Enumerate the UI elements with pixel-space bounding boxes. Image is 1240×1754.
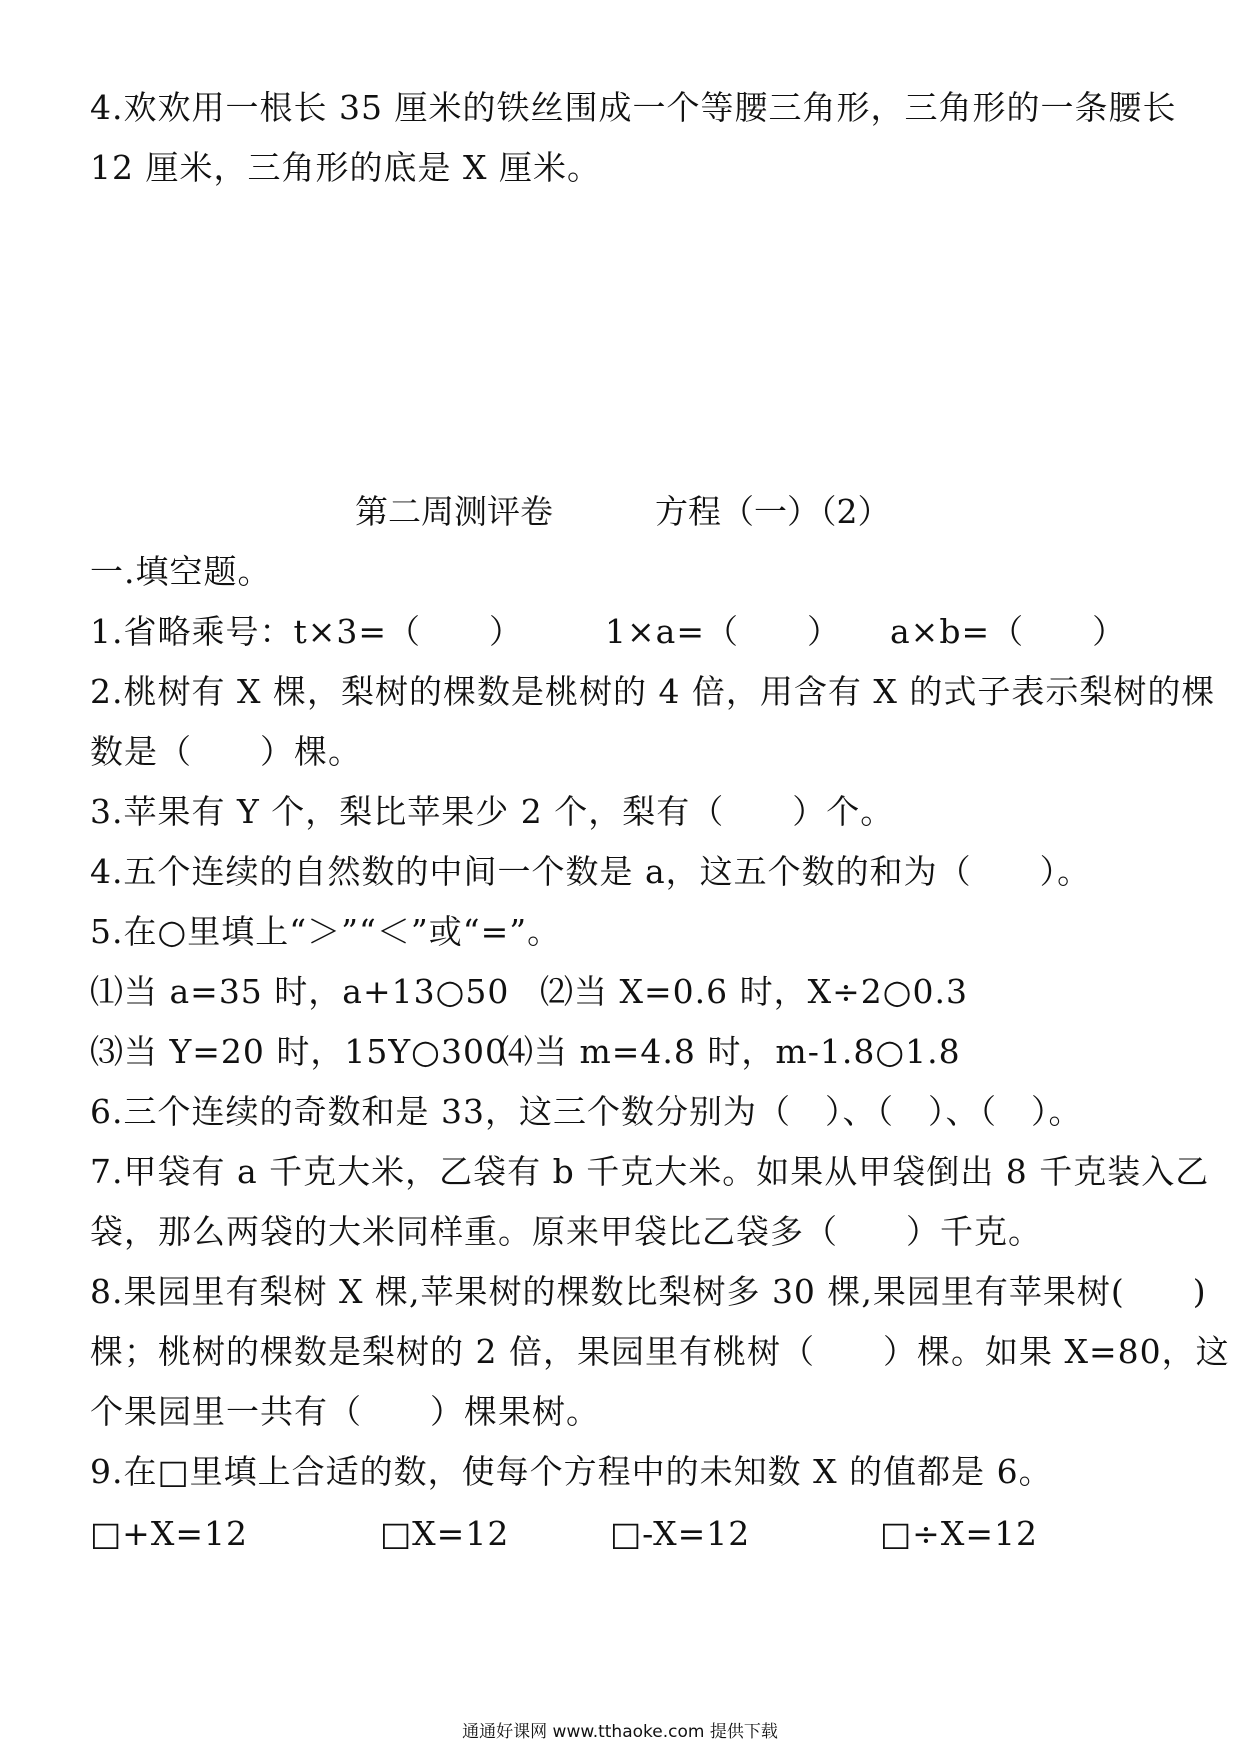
equation-1: □+X=12: [90, 1514, 248, 1553]
question-5-row-1: [0, 972, 1240, 1012]
question-8-line-3: 个果园里一共有（ ）棵果树。: [90, 1392, 600, 1431]
title-right: 方程（一）（2）: [655, 492, 891, 531]
question-2-line-1: 2.桃树有 X 棵，梨树的棵数是桃树的 4 倍，用含有 X 的式子表示梨树的棵: [90, 672, 1216, 711]
question-1-part-b: 1×a=（ ）: [605, 612, 841, 651]
question-5-item-3: ⑶当 Y=20 时，15Y○300: [90, 1032, 507, 1071]
prev-question-4-line-1: 4.欢欢用一根长 35 厘米的铁丝围成一个等腰三角形，三角形的一条腰长: [90, 88, 1177, 127]
question-9: 9.在□里填上合适的数，使每个方程中的未知数 X 的值都是 6。: [90, 1452, 1053, 1491]
question-4: 4.五个连续的自然数的中间一个数是 a，这五个数的和为（ ）。: [90, 852, 1092, 891]
footer-source: 通通好课网 www.tthaoke.com 提供下载: [462, 1722, 778, 1742]
section-fill-in-blank: 一.填空题。: [90, 552, 272, 591]
question-7-line-2: 袋，那么两袋的大米同样重。原来甲袋比乙袋多（ ）千克。: [90, 1212, 1042, 1251]
question-5-row-2: [0, 1032, 1240, 1072]
question-3: 3.苹果有 Y 个，梨比苹果少 2 个，梨有（ ）个。: [90, 792, 895, 831]
equation-3: □-X=12: [610, 1514, 751, 1553]
question-5-item-1: ⑴当 a=35 时，a+13○50: [90, 972, 510, 1011]
equation-2: □X=12: [380, 1514, 510, 1553]
question-8-line-1: 8.果园里有梨树 X 棵,苹果树的棵数比梨树多 30 棵,果园里有苹果树( ): [90, 1272, 1207, 1311]
question-1: [0, 612, 1240, 652]
question-7-line-1: 7.甲袋有 a 千克大米，乙袋有 b 千克大米。如果从甲袋倒出 8 千克装入乙: [90, 1152, 1210, 1191]
question-6: 6.三个连续的奇数和是 33，这三个数分别为（ ）、（ ）、（ ）。: [90, 1092, 1083, 1131]
question-9-equations: [0, 1514, 1240, 1554]
equation-4: □÷X=12: [880, 1514, 1038, 1553]
question-5-item-4: ⑷当 m=4.8 时，m-1.8○1.8: [500, 1032, 961, 1071]
question-1-part-a: 1.省略乘号：t×3=（ ）: [90, 612, 524, 651]
question-8-line-2: 棵；桃树的棵数是梨树的 2 倍，果园里有桃树（ ）棵。如果 X=80，这: [90, 1332, 1230, 1371]
question-5: 5.在○里填上“＞”“＜”或“=”。: [90, 912, 562, 951]
question-1-part-c: a×b=（ ）: [890, 612, 1127, 651]
title-left: 第二周测评卷: [355, 492, 553, 531]
question-2-line-2: 数是（ ）棵。: [90, 732, 362, 771]
prev-question-4-line-2: 12 厘米，三角形的底是 X 厘米。: [90, 148, 601, 187]
question-5-item-2: ⑵当 X=0.6 时，X÷2○0.3: [540, 972, 969, 1011]
